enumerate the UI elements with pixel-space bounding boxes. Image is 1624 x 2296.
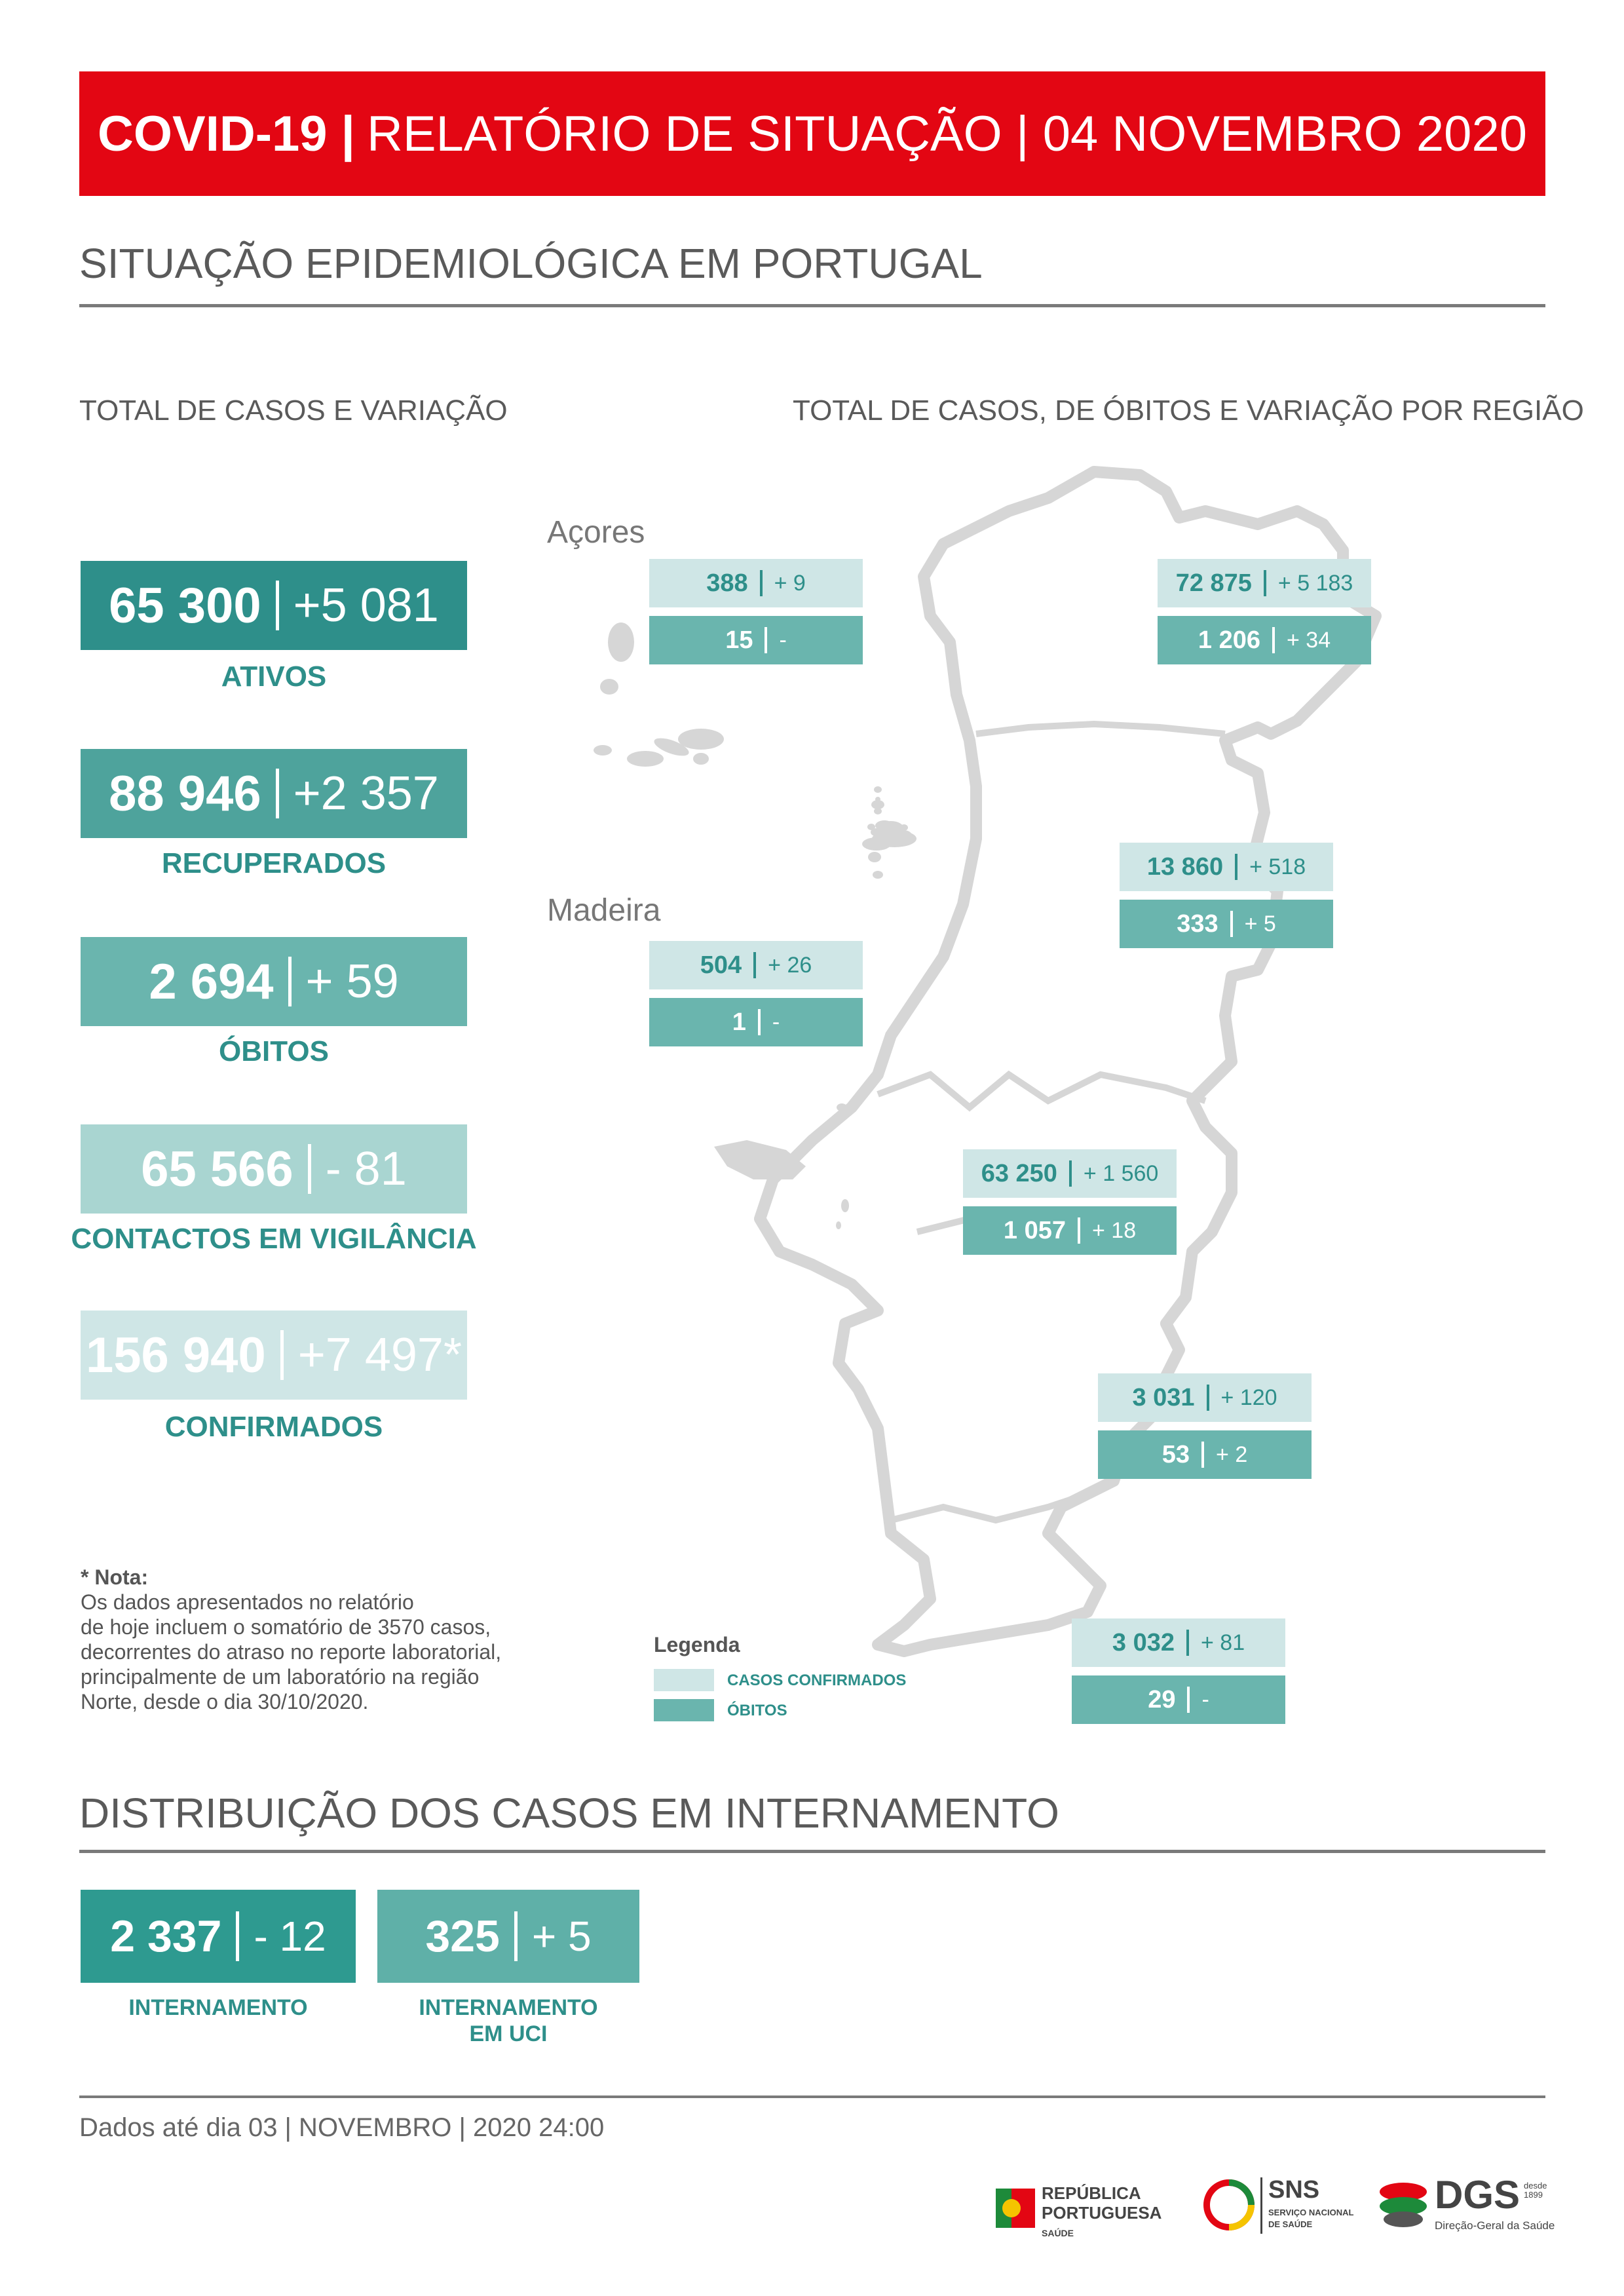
deaths-value: 15	[725, 626, 753, 654]
deaths-change: + 2	[1216, 1442, 1248, 1467]
stat-change: - 81	[325, 1143, 407, 1195]
separator	[308, 1144, 311, 1194]
legend-swatch-deaths	[654, 1699, 714, 1721]
separator	[765, 627, 767, 653]
region-cases-algarve	[1072, 1618, 1285, 1667]
stat-box-ativos	[81, 561, 467, 650]
deaths-value: 53	[1161, 1440, 1190, 1468]
header-title: RELATÓRIO DE SITUAÇÃO | 04 NOVEMBRO 2020	[366, 105, 1527, 162]
portugal-map	[472, 446, 1572, 1743]
stat-value: 2 337	[110, 1911, 222, 1961]
legend-label-deaths: ÓBITOS	[727, 1702, 787, 1719]
region-deaths-lisboa	[963, 1206, 1177, 1255]
separator	[276, 581, 279, 630]
stat-label-ativos: ATIVOS	[221, 660, 327, 693]
logo-sns-title: SNS	[1268, 2176, 1320, 2204]
deaths-change: -	[1201, 1687, 1209, 1712]
logo-dgs-subtitle: Direção-Geral da Saúde	[1435, 2219, 1555, 2232]
deaths-change: -	[772, 1009, 780, 1035]
region-cases-lisboa	[963, 1149, 1177, 1198]
footnote	[81, 1565, 565, 1714]
cases-change: + 5 183	[1277, 570, 1353, 596]
separator	[1230, 911, 1233, 937]
separator	[1272, 627, 1275, 653]
separator	[1201, 1442, 1204, 1468]
logo-dgs-since: desde 1899	[1524, 2181, 1547, 2200]
right-subtitle: TOTAL DE CASOS, DE ÓBITOS E VARIAÇÃO POR REGIÃO	[793, 394, 1584, 427]
section-divider	[79, 304, 1545, 307]
logo-sns-line3: DE SAÚDE	[1268, 2219, 1313, 2229]
stat-box-obitos	[81, 937, 467, 1026]
cases-value: 63 250	[981, 1159, 1057, 1187]
cases-value: 388	[706, 569, 748, 597]
separator	[1187, 1687, 1190, 1713]
stat-box-contactos	[81, 1124, 467, 1214]
separator	[760, 570, 763, 596]
island-label-madeira: Madeira	[547, 893, 661, 928]
region-cases-madeira	[649, 941, 863, 989]
logo-dgs	[1377, 2172, 1574, 2251]
separator	[758, 1009, 761, 1035]
cases-value: 3 032	[1112, 1628, 1175, 1656]
region-cases-centro	[1120, 843, 1333, 891]
cases-value: 72 875	[1175, 569, 1252, 597]
footnote-line: de hoje incluem o somatório de 3570 casos,	[81, 1615, 491, 1639]
stat-value: 156 940	[86, 1327, 266, 1383]
logo-republica-portuguesa	[996, 2175, 1173, 2254]
footnote-line: Norte, desde o dia 30/10/2020.	[81, 1690, 369, 1713]
deaths-value: 1 206	[1198, 626, 1260, 654]
stat-value: 65 566	[141, 1141, 293, 1197]
stat-box-internamento-uci	[377, 1890, 639, 1983]
separator	[288, 957, 292, 1006]
footnote-title: * Nota:	[81, 1565, 149, 1589]
section-title-epidemiology: SITUAÇÃO EPIDEMIOLÓGICA EM PORTUGAL	[79, 240, 983, 287]
stat-label-internamento: INTERNAMENTO	[128, 1995, 308, 2020]
deaths-change: -	[779, 627, 787, 653]
deaths-change: + 34	[1286, 627, 1331, 653]
region-cases-acores	[649, 559, 863, 607]
stat-box-internamento	[81, 1890, 356, 1983]
cases-change: + 9	[774, 570, 806, 596]
footnote-line: principalmente de um laboratório na região	[81, 1665, 480, 1689]
deaths-change: + 5	[1244, 911, 1276, 936]
logo-rp-line3: SAÚDE	[1042, 2228, 1074, 2238]
legend-label-cases: CASOS CONFIRMADOS	[727, 1672, 907, 1689]
cases-change: + 81	[1200, 1630, 1245, 1655]
region-deaths-centro	[1120, 900, 1333, 948]
stat-label-recuperados: RECUPERADOS	[161, 847, 387, 879]
header-prefix: COVID-19 |	[98, 105, 355, 162]
separator	[1069, 1160, 1072, 1187]
stat-label-obitos: ÓBITOS	[219, 1035, 329, 1067]
cases-value: 504	[700, 951, 742, 979]
footer-divider	[79, 2095, 1545, 2098]
region-deaths-norte	[1158, 616, 1371, 664]
logo-rp-line1: REPÚBLICA	[1042, 2183, 1141, 2203]
stat-change: + 5	[531, 1913, 592, 1960]
stat-label-uci-line1: INTERNAMENTO	[419, 1995, 598, 2020]
logo-sns-line2: SERVIÇO NACIONAL	[1268, 2208, 1354, 2217]
legend-swatch-cases	[654, 1669, 714, 1691]
flag-emblem-icon	[996, 2182, 1035, 2234]
stat-box-recuperados	[81, 749, 467, 838]
stat-change: +7 497*	[297, 1329, 462, 1381]
left-subtitle: TOTAL DE CASOS E VARIAÇÃO	[79, 394, 508, 427]
stat-box-confirmados	[81, 1311, 467, 1400]
stat-value: 2 694	[149, 953, 274, 1010]
region-deaths-acores	[649, 616, 863, 664]
stat-value: 88 946	[109, 765, 261, 822]
cases-value: 13 860	[1146, 852, 1224, 881]
separator	[753, 952, 756, 978]
report-header	[79, 71, 1545, 196]
deaths-value: 1 057	[1003, 1216, 1066, 1244]
separator	[1207, 1385, 1209, 1411]
stat-label-uci-line2: EM UCI	[469, 2021, 548, 2046]
footnote-line: Os dados apresentados no relatório	[81, 1590, 414, 1614]
cases-change: + 518	[1249, 854, 1306, 879]
logo-divider	[1260, 2177, 1262, 2234]
stat-change: - 12	[254, 1913, 326, 1960]
legend-title: Legenda	[654, 1633, 740, 1656]
deaths-value: 29	[1148, 1685, 1176, 1713]
region-cases-alentejo	[1098, 1373, 1312, 1422]
separator	[1078, 1217, 1080, 1244]
stat-change: +2 357	[293, 767, 439, 820]
stat-change: +5 081	[293, 579, 439, 632]
region-deaths-madeira	[649, 998, 863, 1046]
cases-value: 3 031	[1132, 1383, 1195, 1411]
cases-change: + 1 560	[1083, 1160, 1159, 1186]
data-date-note: Dados até dia 03 | NOVEMBRO | 2020 24:00	[79, 2113, 605, 2142]
region-deaths-alentejo	[1098, 1430, 1312, 1479]
stat-value: 65 300	[109, 577, 261, 634]
deaths-value: 333	[1177, 909, 1218, 938]
logo-sns	[1203, 2172, 1353, 2251]
deaths-change: + 18	[1091, 1217, 1137, 1243]
section-divider	[79, 1850, 1545, 1853]
stat-label-confirmados: CONFIRMADOS	[164, 1411, 383, 1443]
separator	[514, 1911, 518, 1961]
cases-change: + 120	[1220, 1385, 1277, 1410]
deaths-value: 1	[732, 1008, 746, 1036]
stat-label-contactos: CONTACTOS EM VIGILÂNCIA	[71, 1223, 477, 1255]
separator	[1235, 854, 1237, 880]
island-label-acores: Açores	[547, 515, 645, 550]
separator	[1186, 1630, 1189, 1656]
stat-change: + 59	[305, 955, 399, 1008]
cases-change: + 26	[768, 952, 812, 978]
separator	[236, 1911, 239, 1961]
separator	[280, 1330, 284, 1380]
separator	[276, 769, 279, 818]
footnote-line: decorrentes do atraso no reporte laboratorial,	[81, 1640, 502, 1664]
stat-value: 325	[425, 1911, 500, 1961]
dgs-emblem-icon	[1377, 2177, 1429, 2230]
section-title-internamento: DISTRIBUIÇÃO DOS CASOS EM INTERNAMENTO	[79, 1789, 1059, 1837]
logo-dgs-title: DGS	[1435, 2173, 1520, 2217]
sns-emblem-icon	[1203, 2179, 1255, 2231]
separator	[1264, 570, 1266, 596]
logo-rp-line2: PORTUGUESA	[1042, 2203, 1162, 2223]
region-cases-norte	[1158, 559, 1371, 607]
region-deaths-algarve	[1072, 1675, 1285, 1724]
